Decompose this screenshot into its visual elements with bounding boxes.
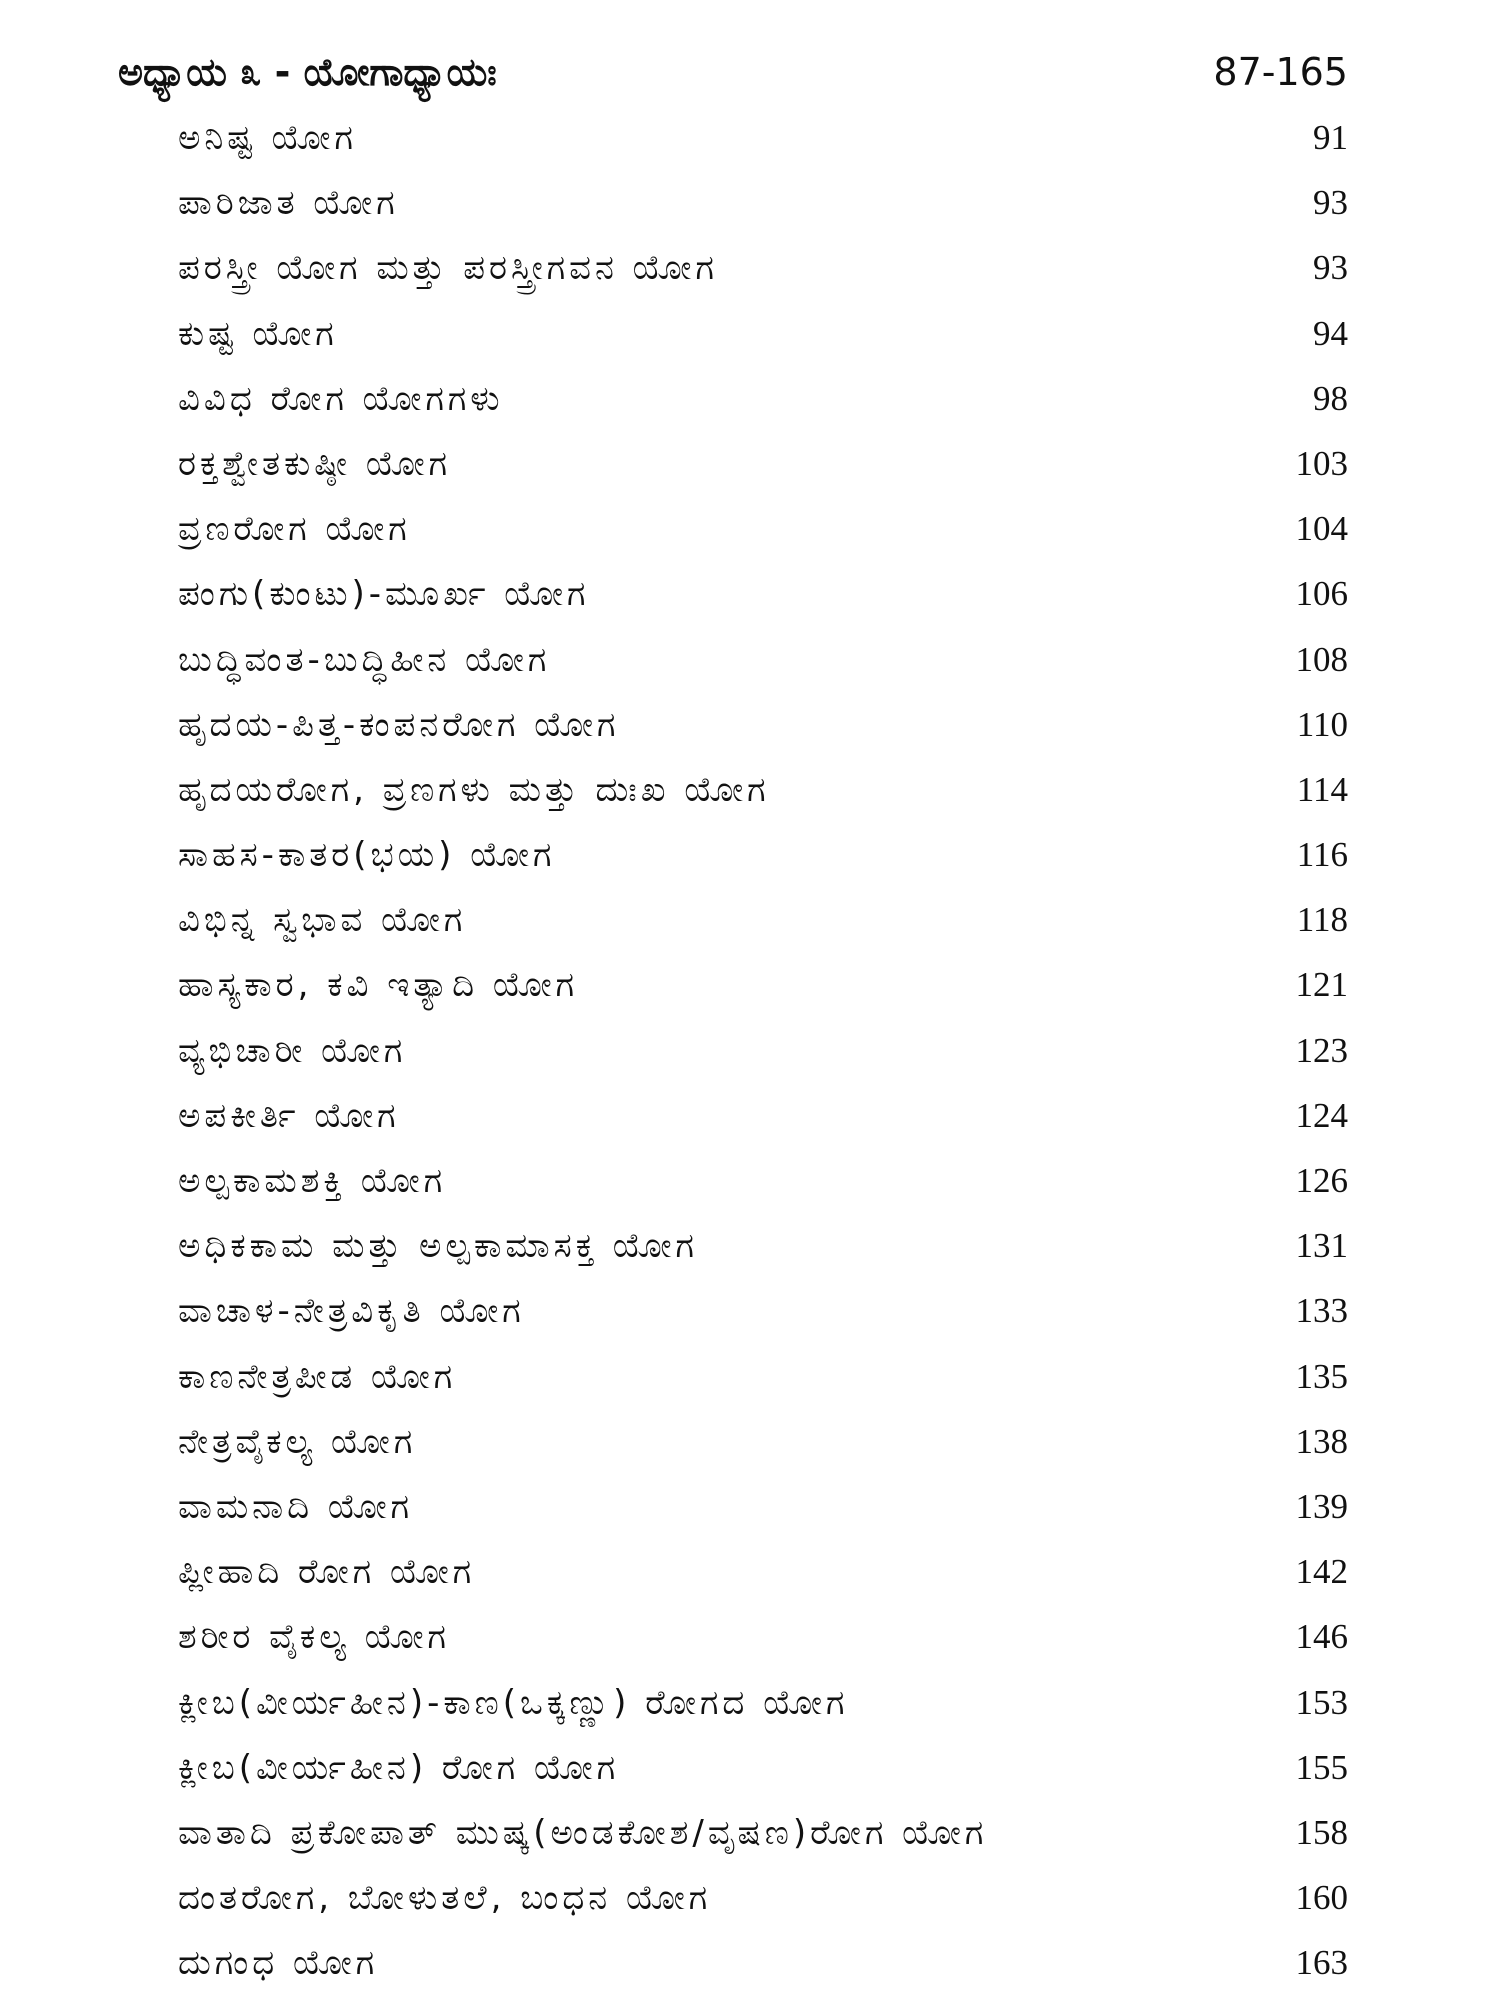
toc-entry	[178, 825, 1348, 890]
toc-entry-title: ಪಾರಿಜಾತ ಯೋಗ	[178, 183, 399, 224]
toc-entry-page-number: 104	[1295, 509, 1348, 549]
toc-entry	[178, 1086, 1348, 1151]
toc-entry-page-number: 142	[1295, 1552, 1348, 1592]
toc-entry-page-number: 116	[1296, 835, 1348, 875]
toc-entry-title: ಹೃದಯ-ಪಿತ್ತ-ಕಂಪನರೋಗ ಯೋಗ	[178, 704, 620, 745]
toc-entry-title: ಕುಷ್ಟ ಯೋಗ	[178, 313, 338, 354]
toc-entry-title: ಪ್ಲೀಹಾದಿ ರೋಗ ಯೋಗ	[178, 1552, 476, 1593]
toc-entry-title: ಅಲ್ಪಕಾಮಶಕ್ತಿ ಯೋಗ	[178, 1161, 447, 1201]
toc-entry-title: ಸಾಹಸ-ಕಾತರ(ಭಯ) ಯೋಗ	[178, 835, 556, 876]
toc-entry-title: ಬುದ್ಧಿವಂತ-ಬುದ್ಧಿಹೀನ ಯೋಗ	[178, 639, 551, 680]
toc-entry-page-number: 91	[1313, 118, 1348, 157]
toc-entry-page-number: 108	[1295, 639, 1348, 679]
toc-entry-page-number: 103	[1295, 443, 1348, 483]
toc-entry-page-number: 139	[1295, 1486, 1348, 1526]
toc-entry-title: ವ್ಯಭಿಚಾರೀ ಯೋಗ	[178, 1030, 407, 1071]
chapter-page-range: 87-165	[1213, 50, 1348, 94]
toc-entry	[178, 1477, 1348, 1542]
toc-entry	[178, 890, 1348, 955]
toc-entry-page-number: 114	[1296, 769, 1348, 809]
toc-entry	[178, 434, 1348, 499]
toc-entry	[178, 1347, 1348, 1412]
toc-entry	[178, 1803, 1348, 1868]
toc-entry-title: ಅಪಕೀರ್ತಿ ಯೋಗ	[178, 1095, 400, 1136]
toc-entry	[178, 1607, 1348, 1672]
chapter-heading	[118, 42, 1348, 102]
toc-entry-title: ದಂತರೋಗ, ಬೋಳುತಲೆ, ಬಂಧನ ಯೋಗ	[178, 1878, 712, 1919]
toc-entry-title: ಕ್ಲೀಬ(ವೀರ್ಯಹೀನ) ರೋಗ ಯೋಗ	[178, 1747, 620, 1788]
toc-entry-title: ಹಾಸ್ಯಕಾರ, ಕವಿ ಇತ್ಯಾದಿ ಯೋಗ	[178, 965, 579, 1006]
toc-entry-page-number: 146	[1295, 1617, 1348, 1657]
toc-entry-page-number: 123	[1295, 1030, 1348, 1070]
toc-entry-title: ಅನಿಷ್ಟ ಯೋಗ	[178, 118, 357, 158]
toc-entry	[178, 760, 1348, 825]
toc-entry-page-number: 155	[1295, 1747, 1348, 1787]
toc-entry-title: ನೇತ್ರವೈಕಲ್ಯ ಯೋಗ	[178, 1421, 417, 1462]
toc-entry-page-number: 106	[1295, 574, 1348, 614]
toc-entry-title: ವಾತಾದಿ ಪ್ರಕೋಪಾತ್ ಮುಷ್ಕ(ಅಂಡಕೋಶ/ವೃಷಣ)ರೋಗ ಯೋಗ	[178, 1812, 988, 1853]
toc-entry	[178, 304, 1348, 369]
toc-entry	[178, 1933, 1348, 1998]
toc-entry-page-number: 126	[1295, 1161, 1348, 1200]
toc-entry	[178, 1151, 1348, 1216]
toc-entry	[178, 630, 1348, 695]
toc-entry	[178, 695, 1348, 760]
toc-entry	[178, 108, 1348, 173]
toc-entry	[178, 238, 1348, 303]
toc-entry-title: ವಾಚಾಳ-ನೇತ್ರವಿಕೃತಿ ಯೋಗ	[178, 1291, 525, 1332]
toc-entry-page-number: 158	[1295, 1812, 1348, 1852]
toc-entry-title: ವಾಮನಾದಿ ಯೋಗ	[178, 1486, 414, 1527]
toc-entry	[178, 499, 1348, 564]
toc-entry-page-number: 94	[1313, 313, 1348, 353]
toc-entry-title: ರಕ್ತಶ್ವೇತಕುಷ್ಠೀ ಯೋಗ	[178, 443, 452, 484]
toc-entry	[178, 564, 1348, 629]
toc-entry-title: ಪರಸ್ತ್ರೀ ಯೋಗ ಮತ್ತು ಪರಸ್ತ್ರೀಗವನ ಯೋಗ	[178, 248, 718, 289]
toc-entry	[178, 1868, 1348, 1933]
toc-entry	[178, 369, 1348, 434]
toc-entry-page-number: 93	[1313, 183, 1348, 223]
toc-entry-page-number: 121	[1295, 965, 1348, 1005]
toc-entry	[178, 1281, 1348, 1346]
toc-entry	[178, 1216, 1348, 1281]
toc-entry-title: ಕಾಣನೇತ್ರಪೀಡ ಯೋಗ	[178, 1356, 457, 1397]
toc-entry	[178, 1021, 1348, 1086]
toc-entry-title: ಅಧಿಕಕಾಮ ಮತ್ತು ಅಲ್ಪಕಾಮಾಸಕ್ತ ಯೋಗ	[178, 1226, 698, 1267]
toc-entry-title: ಹೃದಯರೋಗ, ವ್ರಣಗಳು ಮತ್ತು ದುಃಖ ಯೋಗ	[178, 769, 770, 810]
toc-entry-page-number: 93	[1313, 248, 1348, 288]
toc-entry-title: ವಿವಿಧ ರೋಗ ಯೋಗಗಳು	[178, 378, 504, 419]
toc-entry-title: ಕ್ಲೀಬ(ವೀರ್ಯಹೀನ)-ಕಾಣ(ಒಕ್ಕಣ್ಣು) ರೋಗದ ಯೋಗ	[178, 1682, 849, 1723]
toc-entry	[178, 1412, 1348, 1477]
toc-entry-title: ದುಗಂಧ ಯೋಗ	[178, 1943, 379, 1984]
toc-entry	[178, 955, 1348, 1020]
toc-entry-page-number: 98	[1313, 378, 1348, 418]
toc-entry-page-number: 133	[1295, 1291, 1348, 1331]
toc-entry-page-number: 135	[1295, 1356, 1348, 1396]
toc-entry	[178, 1542, 1348, 1607]
toc-entry-title: ಶರೀರ ವೈಕಲ್ಯ ಯೋಗ	[178, 1617, 450, 1658]
toc-entry-page-number: 118	[1296, 900, 1348, 940]
toc-entry-page-number: 153	[1295, 1682, 1348, 1722]
toc-entry-page-number: 138	[1295, 1421, 1348, 1461]
toc-entry-title: ಪಂಗು(ಕುಂಟು)-ಮೂರ್ಖ ಯೋಗ	[178, 574, 590, 615]
toc-entry-page-number: 131	[1295, 1226, 1348, 1266]
toc-entry-page-number: 160	[1295, 1878, 1348, 1918]
toc-list	[178, 108, 1348, 1998]
toc-entry-page-number: 110	[1296, 704, 1348, 744]
toc-entry-title: ವಿಭಿನ್ನ ಸ್ವಭಾವ ಯೋಗ	[178, 900, 467, 941]
toc-entry-page-number: 124	[1295, 1095, 1348, 1135]
toc-entry-page-number: 163	[1295, 1943, 1348, 1983]
toc-entry-title: ವ್ರಣರೋಗ ಯೋಗ	[178, 509, 411, 550]
toc-entry	[178, 1738, 1348, 1803]
toc-entry	[178, 173, 1348, 238]
chapter-title: ಅಧ್ಯಾಯ ೩ - ಯೋಗಾಧ್ಯಾಯಃ	[118, 50, 497, 94]
toc-entry	[178, 1673, 1348, 1738]
